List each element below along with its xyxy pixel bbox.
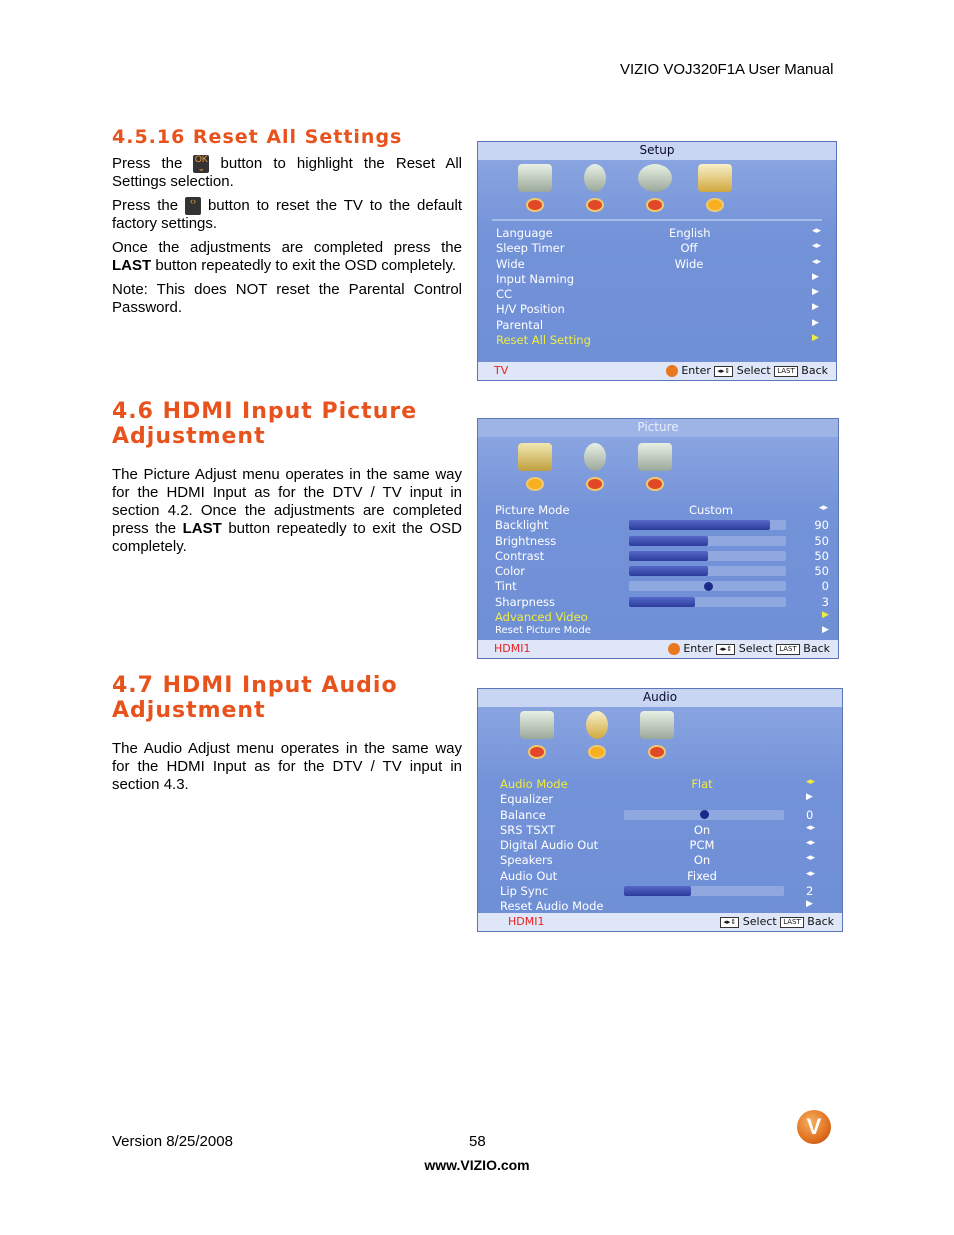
- advanced-video-label: Advanced Video: [495, 610, 588, 625]
- osd-divider: [492, 219, 822, 221]
- setup-tools-icon: [638, 711, 676, 757]
- osd-row-label: Sleep Timer: [496, 241, 565, 256]
- website-link[interactable]: www.VIZIO.com: [424, 1157, 530, 1173]
- last-key-icon: LAST: [780, 917, 804, 928]
- last-key-icon: LAST: [774, 366, 798, 377]
- left-right-arrows-icon: ◂▸: [819, 503, 829, 513]
- picture-slider-list: [495, 518, 831, 610]
- right-arrow-icon: ▶: [812, 333, 819, 344]
- osd-title: Audio: [642, 690, 678, 704]
- page-number: 58: [469, 1133, 486, 1150]
- left-right-arrows-icon: ◂▸: [806, 838, 816, 849]
- osd-menu-row: [500, 777, 822, 792]
- osd-row-label: Backlight: [495, 518, 549, 533]
- enter-label: Enter: [683, 642, 713, 655]
- osd-row-value: On: [693, 853, 711, 868]
- slider-fill: [624, 886, 691, 896]
- slider-value: 50: [814, 564, 829, 579]
- osd-row-label: Balance: [500, 807, 546, 822]
- osd-menu-row: [500, 853, 822, 868]
- version-text: Version 8/25/2008: [112, 1133, 233, 1150]
- back-label: Back: [807, 915, 834, 928]
- osd-menu-row: [500, 792, 822, 807]
- reset-paragraph-2: [112, 197, 462, 233]
- slider-fill: [629, 597, 695, 607]
- right-arrow-icon: ▶: [812, 302, 819, 313]
- text-run: Press the: [112, 197, 179, 215]
- osd-row-label: Audio Out: [500, 868, 558, 883]
- reset-instructions: [112, 155, 462, 323]
- picture-instructions: [112, 466, 462, 562]
- left-right-arrows-icon: ◂▸: [806, 777, 816, 787]
- text-run: button repeatedly to exit the OSD completely.: [112, 520, 462, 555]
- osd-row-value: On: [693, 822, 711, 837]
- picture-mode-value: Custom: [689, 503, 734, 517]
- remote-ok-button-icon: OK ⌄: [194, 154, 208, 174]
- osd-source: TV: [494, 364, 509, 377]
- osd-key-hints: [666, 364, 828, 377]
- select-label: Select: [738, 642, 773, 655]
- select-label: Select: [742, 915, 777, 928]
- osd-row-label: Digital Audio Out: [500, 838, 599, 853]
- tv-tuner-icon: [636, 164, 674, 210]
- vizio-logo-icon: V: [797, 1110, 831, 1144]
- osd-row-value: Wide: [674, 256, 704, 271]
- osd-slider-row: [495, 595, 831, 610]
- text-run: button to reset the TV to the default factory settings.: [112, 197, 463, 233]
- osd-row-label: Lip Sync: [500, 884, 549, 899]
- osd-row-value: Off: [680, 241, 698, 256]
- slider-value: 90: [814, 518, 829, 533]
- left-right-arrows-icon: ◂▸: [812, 226, 822, 236]
- osd-menu-row: [500, 884, 822, 899]
- text-run: button repeatedly to exit the OSD completely.: [155, 257, 457, 275]
- setup-tools-icon: [636, 443, 674, 489]
- slider-fill: [629, 536, 708, 546]
- text-run: Press the: [112, 155, 183, 172]
- select-arrows-icon: ◂▸⇕: [716, 644, 735, 655]
- reset-paragraph-3: [112, 239, 462, 275]
- osd-slider-row: [495, 579, 831, 594]
- slider-track[interactable]: [629, 581, 786, 591]
- osd-menu-row: [500, 823, 822, 838]
- slider-track[interactable]: [629, 520, 786, 530]
- slider-track[interactable]: [624, 810, 784, 820]
- slider-value: 0: [821, 579, 829, 594]
- left-right-arrows-icon: ◂▸: [806, 868, 816, 879]
- osd-row-value: English: [669, 226, 711, 240]
- osd-row-label: Equalizer: [500, 792, 554, 807]
- right-arrow-icon: ▶: [822, 610, 829, 621]
- reset-picture-mode-label: Reset Picture Mode: [495, 625, 591, 637]
- osd-audio-screenshot: [477, 688, 843, 932]
- osd-menu-row: [496, 257, 824, 272]
- osd-row-label: Sharpness: [495, 594, 556, 609]
- osd-category-icons: [518, 711, 676, 757]
- back-label: Back: [801, 364, 828, 377]
- enter-label: Enter: [681, 364, 711, 377]
- enter-icon: [666, 365, 678, 377]
- osd-menu-row: [500, 808, 822, 823]
- osd-setup-screenshot: [477, 141, 837, 381]
- osd-menu-row: [500, 869, 822, 884]
- osd-row-label: Color: [495, 564, 526, 579]
- osd-row-value: PCM: [689, 838, 715, 853]
- osd-menu-row: [496, 302, 824, 317]
- osd-row-label: CC: [496, 287, 513, 302]
- tv-picture-icon: [516, 164, 554, 210]
- osd-picture-menu: [495, 503, 831, 641]
- slider-knob[interactable]: [700, 810, 709, 819]
- osd-source: HDMI1: [508, 915, 545, 928]
- slider-fill: [629, 566, 708, 576]
- section-heading-audio: 4.7 HDMI Input Audio Adjustment: [112, 673, 398, 723]
- osd-footer: [478, 362, 836, 380]
- osd-row-label: Reset All Setting: [496, 333, 591, 348]
- right-arrow-icon: ▶: [806, 792, 813, 803]
- slider-track[interactable]: [624, 886, 784, 896]
- audio-icon: [576, 164, 614, 210]
- osd-setup-menu: [496, 226, 824, 348]
- document-header: VIZIO VOJ320F1A User Manual: [620, 61, 834, 78]
- right-arrow-icon: ▶: [812, 317, 819, 328]
- tv-picture-icon: [516, 443, 554, 489]
- select-label: Select: [736, 364, 771, 377]
- osd-key-hints: [720, 915, 834, 928]
- osd-menu-row-highlighted: [495, 610, 831, 625]
- osd-menu-row: [496, 272, 824, 287]
- osd-picture-screenshot: [477, 418, 839, 659]
- text-run: Once the adjustments are completed press the: [112, 239, 462, 257]
- osd-menu-row: [496, 241, 824, 256]
- last-key-name: LAST: [112, 257, 152, 275]
- osd-row-label: Brightness: [495, 533, 557, 548]
- slider-track[interactable]: [629, 551, 786, 561]
- osd-row-label: H/V Position: [496, 302, 565, 317]
- last-key-icon: LAST: [776, 644, 800, 655]
- slider-fill: [629, 551, 708, 561]
- osd-footer: [478, 640, 838, 658]
- slider-track[interactable]: [629, 566, 786, 576]
- slider-track[interactable]: [629, 536, 786, 546]
- section-heading-picture: 4.6 HDMI Input Picture Adjustment: [112, 399, 418, 449]
- osd-row-label: Tint: [495, 579, 517, 594]
- slider-value: 50: [814, 548, 829, 563]
- osd-row-value: Flat: [691, 777, 713, 791]
- osd-footer: [478, 913, 842, 931]
- back-label: Back: [803, 642, 830, 655]
- osd-row-label: Parental: [496, 317, 544, 332]
- right-arrow-icon: ▶: [812, 271, 819, 282]
- picture-mode-label: Picture Mode: [495, 503, 570, 517]
- osd-source: HDMI1: [494, 642, 531, 655]
- text-run: The Picture Adjust menu operates in the same way for the HDMI Input as for the DTV / TV input in section 4.2. Once the adjustments are completed press the: [112, 466, 462, 537]
- section-heading-reset: 4.5.16 Reset All Settings: [112, 126, 403, 148]
- osd-slider-row: [495, 534, 831, 549]
- audio-icon: [578, 711, 616, 757]
- left-right-arrows-icon: ◂▸: [806, 853, 816, 864]
- reset-paragraph-4: Note: This does NOT reset the Parental Control Password.: [112, 281, 462, 317]
- slider-value: 2: [806, 884, 814, 899]
- osd-menu-row: [496, 318, 824, 333]
- slider-value: 50: [814, 533, 829, 548]
- osd-row-label: Speakers: [500, 853, 553, 868]
- osd-menu-row: [500, 838, 822, 853]
- osd-category-icons: [516, 443, 674, 489]
- osd-row-label: Wide: [496, 256, 525, 271]
- osd-audio-menu: [500, 777, 822, 915]
- slider-track[interactable]: [629, 597, 786, 607]
- osd-menu-row: [496, 333, 824, 348]
- audio-icon: [576, 443, 614, 489]
- slider-value: 0: [806, 807, 814, 822]
- slider-fill: [629, 520, 770, 530]
- osd-row-value: Fixed: [687, 868, 717, 883]
- osd-title: Setup: [639, 143, 675, 157]
- osd-row-label: Input Naming: [496, 271, 575, 286]
- osd-title: Picture: [637, 420, 679, 434]
- left-right-arrows-icon: ◂▸: [812, 256, 822, 267]
- text-run: button to highlight the Reset All Settings selection.: [112, 155, 462, 191]
- right-arrow-icon: ▶: [806, 899, 813, 910]
- remote-right-arrow-button-icon: ‹›: [185, 197, 201, 215]
- audio-instructions: [112, 740, 462, 800]
- enter-icon: [668, 643, 680, 655]
- osd-category-icons: [516, 164, 734, 210]
- right-arrow-icon: ▶: [822, 625, 829, 636]
- osd-slider-row: [495, 518, 831, 533]
- osd-row-label: Contrast: [495, 548, 545, 563]
- osd-slider-row: [495, 564, 831, 579]
- reset-paragraph-1: [112, 155, 462, 191]
- osd-menu-row: [495, 503, 831, 518]
- osd-menu-row: [496, 287, 824, 302]
- right-arrow-icon: ▶: [812, 287, 819, 298]
- tv-picture-icon: [518, 711, 556, 757]
- osd-row-label: SRS TSXT: [500, 822, 556, 837]
- audio-paragraph: The Audio Adjust menu operates in the same way for the HDMI Input as for the DTV / TV input in section 4.3.: [112, 740, 462, 793]
- picture-paragraph: [112, 466, 462, 556]
- select-arrows-icon: ◂▸⇕: [720, 917, 739, 928]
- osd-menu-row: [496, 226, 824, 241]
- osd-menu-row: [495, 625, 831, 640]
- osd-key-hints: [668, 642, 830, 655]
- osd-row-label: Audio Mode: [500, 777, 568, 791]
- left-right-arrows-icon: ◂▸: [806, 822, 816, 833]
- osd-slider-row: [495, 549, 831, 564]
- select-arrows-icon: ◂▸⇕: [714, 366, 733, 377]
- osd-row-label: Language: [496, 226, 553, 240]
- left-right-arrows-icon: ◂▸: [812, 241, 822, 252]
- slider-knob[interactable]: [704, 582, 713, 591]
- osd-row-label: Reset Audio Mode: [500, 899, 604, 914]
- slider-value: 3: [821, 594, 829, 609]
- setup-tools-icon: [696, 164, 734, 210]
- last-key-name: LAST: [182, 520, 222, 537]
